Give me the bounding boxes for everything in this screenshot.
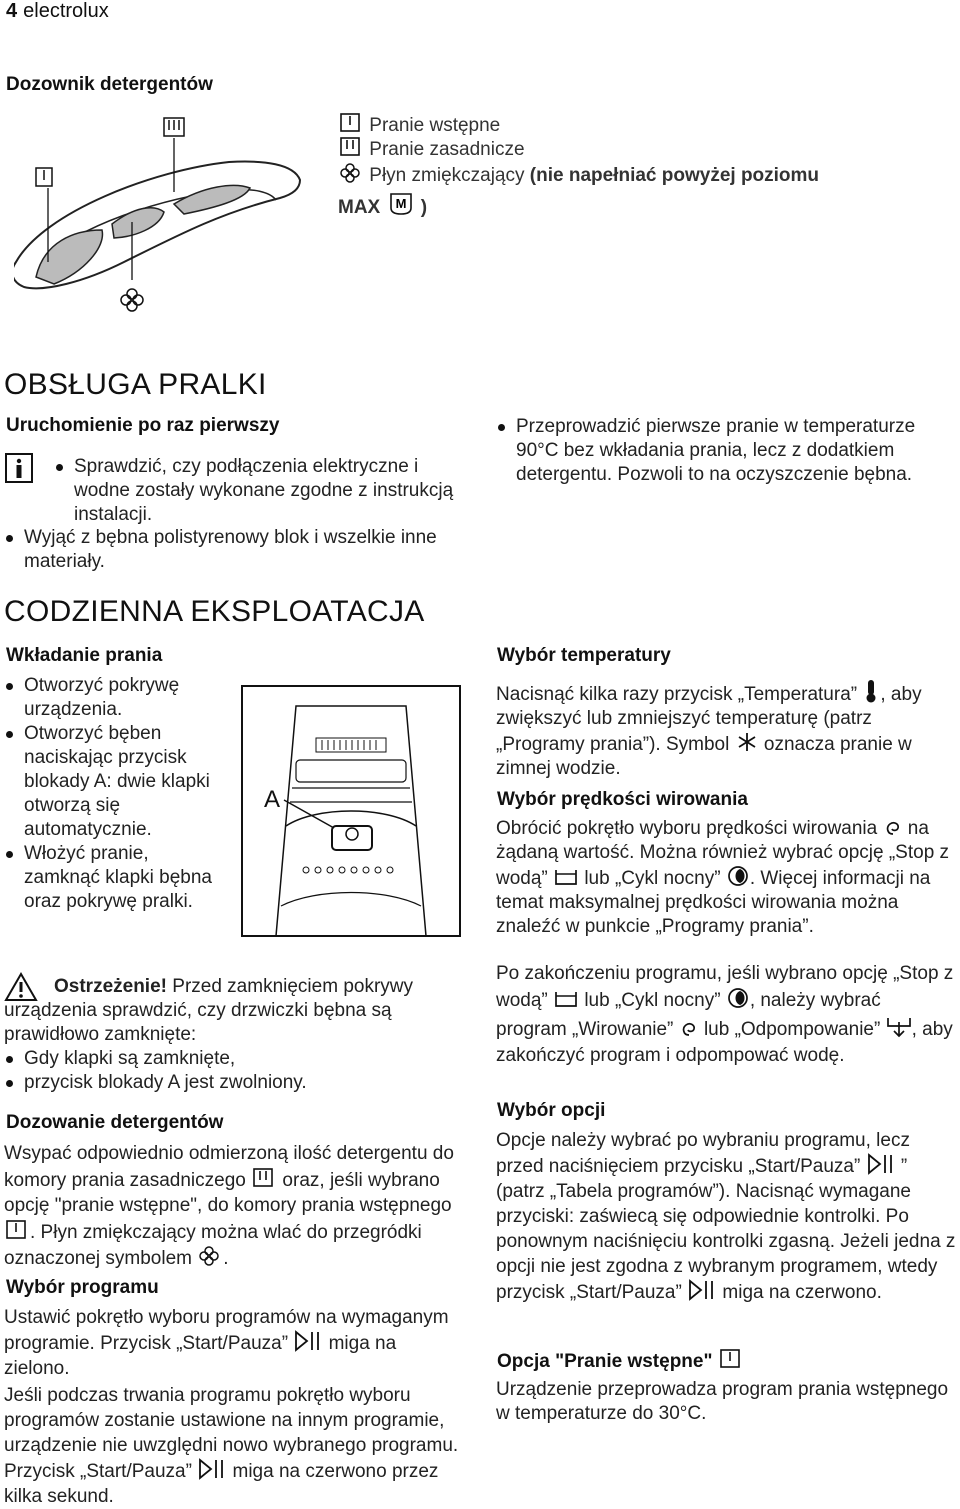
page-number: 4 [6, 0, 18, 22]
legend-mainwash: Pranie zasadnicze [338, 136, 525, 161]
program-title: Wybór programu [6, 1277, 159, 1298]
start-pause-icon [866, 1153, 896, 1175]
temperature-title: Wybór temperatury [497, 645, 671, 666]
mainwash-icon [338, 136, 364, 158]
dispenser-title: Dozownik detergentów [6, 74, 213, 95]
section-title-daily: CODZIENNA EKSPLOATACJA [4, 595, 425, 628]
prewash-icon [718, 1348, 744, 1370]
rinse-hold-icon [553, 867, 579, 887]
night-cycle-icon [726, 987, 750, 1009]
loading-title: Wkładanie prania [6, 645, 163, 666]
list-item: Przeprowadzić pierwsze pranie w temperaturze 90°C bez wkładania prania, lecz z dodatkiem detergentu. Pozwoli to na oczyszczenie bębna. [496, 415, 946, 487]
first-use-title: Uruchomienie po raz pierwszy [6, 415, 280, 436]
dispenser-illustration [14, 112, 314, 312]
first-use-list [54, 455, 464, 527]
spin-text: Obrócić pokrętło wyboru prędkości wirowania na żądaną wartość. Można również wybrać opcję „Stop z wodą” lub „Cykl nocny” . Więcej informacji na temat maksymalnej prędkości wirowania można znaleźć w punkcie „Programy prania”. [496, 818, 950, 937]
list-item: przycisk blokady A jest zwolniony. [4, 1071, 464, 1095]
softener-icon [121, 289, 143, 311]
legend-softener: Płyn zmiękczający (nie napełniać powyżej poziomu [338, 162, 819, 187]
first-use-list-2 [4, 526, 464, 574]
dosing-title: Dozowanie detergentów [6, 1112, 224, 1133]
prewash-option-title: Opcja "Pranie wstępne" [497, 1348, 744, 1373]
section-title-operation: OBSŁUGA PRALKI [4, 368, 267, 401]
prewash-icon [4, 1219, 30, 1241]
warning-list [4, 1047, 464, 1095]
list-item: Gdy klapki są zamknięte, [4, 1047, 464, 1071]
start-pause-icon [293, 1330, 323, 1352]
night-cycle-icon [726, 865, 750, 887]
legend-max: MAX M ) [338, 190, 427, 219]
figure-label-a: A [264, 786, 281, 813]
start-pause-icon [687, 1279, 717, 1301]
prewash-option-text: Urządzenie przeprowadza program prania wstępnego w temperaturze do 30°C. [496, 1379, 949, 1424]
prewash-icon [338, 112, 364, 134]
temperature-text: Nacisnąć kilka razy przycisk „Temperatura” , aby zwiększyć lub zmniejszyć temperaturę (patrz „Programy prania”). Symbol oznacza pranie w zimnej wodzie. [496, 679, 956, 781]
info-icon [4, 452, 36, 486]
list-item: Otworzyć bęben naciskając przycisk blokady A: dwie klapki otworzą się automatycznie. [4, 722, 212, 842]
dosing-text: Wsypać odpowiednio odmierzoną ilość detergentu do komory prania zasadniczego oraz, jeśli wybrano opcję "pranie wstępne", do komory prania wstępnego . Płyn zmiękczający można wlać do przegródki oznaczonej symbolem . [4, 1143, 454, 1269]
start-pause-icon [197, 1458, 227, 1480]
legend-prewash: Pranie wstępne [338, 112, 500, 137]
thermometer-icon [862, 679, 880, 703]
svg-text:M: M [395, 196, 406, 211]
loading-list [4, 674, 212, 914]
brand-name: electrolux [23, 0, 109, 22]
list-item: Otworzyć pokrywę urządzenia. [4, 674, 212, 722]
mainwash-icon [251, 1167, 277, 1189]
page-header [6, 0, 109, 23]
spin-text-2: Po zakończeniu programu, jeśli wybrano opcję „Stop z wodą” lub „Cykl nocny” , należy wybrać program „Wirowanie” lub „Odpompowanie” , aby zakończyć program i odpompować wodę. [496, 963, 954, 1066]
spin-title: Wybór prędkości wirowania [497, 789, 748, 810]
spin-icon [679, 1018, 699, 1038]
list-item: Sprawdzić, czy podłączenia elektryczne i wodne zostały wykonane zgodne z instrukcją instalacji. [54, 455, 464, 527]
options-text: Opcje należy wybrać po wybraniu programu, lecz przed naciśnięciem przycisku „Start/Pauza” ” (patrz „Tabela programów”). Nacisnąć wymagane przyciski: zaświecą się odpowiednie kontrolki. Po ponownym naciśnięciu kontrolki zgasną. Jeżeli jedna z opcji nie jest zgodna z wybranym programem, wtedy przycisk „Start/Pauza” miga na czerwono. [496, 1130, 956, 1303]
rinse-hold-icon [553, 989, 579, 1009]
softener-icon [197, 1245, 223, 1267]
cold-water-icon [735, 731, 759, 753]
program-text-2: Jeśli podczas trwania programu pokrętło wyboru programów zostanie ustawione na innym programie, urządzenie nie uwzględni nowo wybranego programu. Przycisk „Start/Pauza” miga na czerwono przez kilka sekund. [4, 1385, 459, 1507]
softener-icon [338, 162, 364, 184]
max-level-icon [386, 190, 416, 216]
drain-icon [886, 1014, 912, 1038]
spin-icon [883, 817, 903, 837]
first-use-list-3 [496, 415, 946, 487]
warning-text: Ostrzeżenie! Przed zamknięciem pokrywy urządzenia sprawdzić, czy drzwiczki bębna są prawidłowo zamknięte: [4, 976, 414, 1045]
list-item: Włożyć pranie, zamknąć klapki bębna oraz pokrywę pralki. [4, 842, 212, 914]
program-text-1: Ustawić pokrętło wyboru programów na wymaganym programie. Przycisk „Start/Pauza” miga na zielono. [4, 1307, 449, 1379]
options-title: Wybór opcji [497, 1100, 606, 1121]
list-item: Wyjąć z bębna polistyrenowy blok i wszelkie inne materiały. [4, 526, 464, 574]
drum-lock-button [332, 826, 372, 850]
